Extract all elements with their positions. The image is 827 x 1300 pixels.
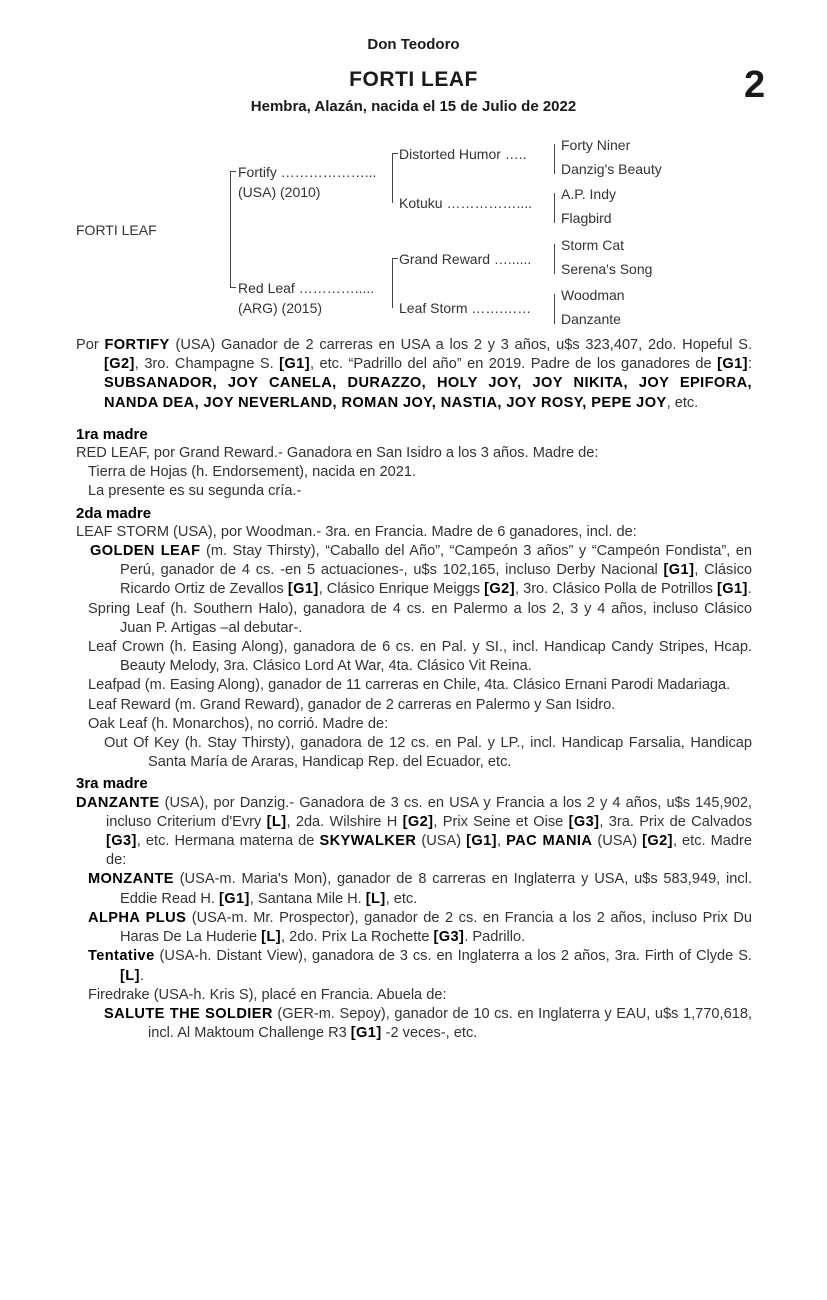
leaf-crown-entry: Leaf Crown (h. Easing Along), ganadora de 6 cs. en Pal. y SI., incl. Handicap Candy Stripes, Hcap. Beauty Melody, 3ra. Clásico Lord At War, 4ta. Clásico Vit Reina. (88, 639, 752, 675)
grade-label: [G1] (218, 890, 250, 907)
horse-description: Hembra, Alazán, nacida el 15 de Julio de 2022 (250, 98, 577, 115)
horse-bold-name: DANZANTE (76, 794, 160, 811)
grade-label: [G1] (716, 581, 748, 598)
first-dam-line: La presente es su segunda cría.- (88, 483, 302, 500)
grade-label: [G2] (642, 833, 673, 850)
dam-sire: Grand Reward …...... (399, 251, 532, 267)
entry-text: , Clásico Enrique Meiggs (318, 581, 485, 598)
horse-name: FORTI LEAF (349, 68, 478, 91)
alpha-plus-entry (76, 909, 752, 947)
grade-label: [G3] (106, 833, 137, 850)
pedigree-bracket (554, 144, 555, 174)
out-of-key-entry: Out Of Key (h. Stay Thirsty), ganadora de 12 cs. en Pal. y LP., incl. Handicap Farsalia, Handicap Santa María de Araras, Handicap Rep. del Ecuador, etc. (104, 735, 752, 771)
horse-bold-name: PAC MANIA (506, 833, 593, 850)
sire-dam: Kotuku …………….... (399, 195, 533, 211)
sire-text: : (747, 356, 752, 373)
grade-label: [G3] (568, 813, 600, 830)
pedigree-tick (392, 258, 398, 259)
sd-sire: A.P. Indy (561, 186, 617, 202)
ds-sire: Storm Cat (561, 237, 625, 253)
third-dam-heading: 3ra madre (76, 775, 148, 793)
ds-dam: Serena's Song (561, 261, 653, 277)
pedigree-subject: FORTI LEAF (76, 222, 157, 238)
horse-bold-name: ALPHA PLUS (88, 909, 187, 926)
grade-label: [G2] (484, 581, 515, 598)
horse-bold-name: Tentative (88, 948, 155, 965)
ss-sire: Forty Niner (561, 137, 631, 153)
grade-label: [G1] (287, 581, 319, 598)
pedigree-tick (230, 287, 236, 288)
entry-text: (USA) (592, 833, 643, 850)
grade-label: [G2] (104, 356, 135, 373)
grade-label: [G1] (279, 356, 310, 373)
dam-origin: (ARG) (2015) (238, 300, 323, 316)
entry-text: , 2da. Wilshire H (286, 813, 403, 830)
dd-dam: Danzante (561, 311, 621, 327)
first-dam-line: Tierra de Hojas (h. Endorsement), nacida en 2021. (88, 464, 416, 481)
grade-label: [L] (261, 929, 281, 946)
pedigree-bracket (230, 171, 231, 287)
entry-text: . (139, 967, 144, 984)
grade-label: [L] (365, 890, 386, 907)
salute-entry (76, 1005, 752, 1043)
dd-sire: Woodman (561, 287, 625, 303)
sire-text: , 3ro. Champagne S. (134, 356, 280, 373)
entry-text: (USA-h. Distant View), ganadora de 3 cs. en Inglaterra a los 2 años, 3ra. Firth of Clyde S. (154, 948, 752, 965)
pedigree-tick (230, 171, 236, 172)
entry-text: , Santana Mile H. (249, 890, 366, 907)
breeder-name: Don Teodoro (367, 36, 460, 53)
catalog-body (76, 336, 752, 1043)
lot-number: 2 (744, 64, 766, 106)
entry-text: , etc. (385, 890, 418, 907)
grade-label: [L] (266, 813, 287, 830)
ss-dam: Danzig's Beauty (561, 161, 662, 177)
grade-label: [G1] (350, 1025, 382, 1042)
tentative-entry (76, 947, 752, 985)
entry-text: . Padrillo. (464, 929, 526, 946)
entry-text: , 2do. Prix La Rochette (281, 929, 434, 946)
pedigree-bracket (554, 193, 555, 223)
sire-origin: (USA) (2010) (238, 184, 321, 200)
entry-text: , Prix Seine et Oise (433, 813, 569, 830)
pedigree-bracket (554, 294, 555, 324)
pedigree-bracket (392, 258, 393, 308)
pedigree-tick (392, 153, 398, 154)
entry-text: , 3ro. Clásico Polla de Potrillos (514, 581, 717, 598)
golden-leaf-entry (76, 542, 752, 600)
entry-text: (USA-m. Mr. Prospector), ganador de 2 cs. en Francia a los 2 años, incluso Prix Du Haras De La Huderie (120, 909, 752, 946)
leafpad-entry: Leafpad (m. Easing Along), ganador de 11 carreras en Chile, 4ta. Clásico Ernani Parodi Madariaga. (88, 677, 731, 694)
sd-dam: Flagbird (561, 210, 612, 226)
entry-text: . (747, 581, 752, 598)
dam-dam: Leaf Storm …….…… (399, 300, 532, 316)
horse-bold-name: SKYWALKER (319, 833, 417, 850)
entry-text: (m. Stay Thirsty), “Caballo del Año”, “Campeón 3 años” y “Campeón Fondista”, en Perú, ganador de 4 cs. -en 5 actuaciones-, u$s 102,165, incluso Derby Nacional (120, 543, 752, 579)
entry-text: , etc. Madre de: (106, 833, 752, 869)
entry-text: , etc. Hermana materna de (136, 833, 320, 850)
sire-name: FORTIFY (104, 337, 170, 353)
leaf-reward-entry: Leaf Reward (m. Grand Reward), ganador de 2 carreras en Palermo y San Isidro. (88, 696, 616, 713)
grade-label: [G1] (466, 833, 497, 850)
grade-label: [L] (120, 967, 140, 984)
monzante-entry (76, 870, 752, 908)
spring-leaf-entry: Spring Leaf (h. Southern Halo), ganadora de 4 cs. en Palermo a los 2, 3 y 4 años, incluso Clásico Juan P. Artigas –al debutar-. (88, 600, 752, 636)
grade-label: [G1] (663, 562, 695, 579)
entry-text: (USA), por Danzig.- Ganadora de 3 cs. en USA y Francia a los 2 y 4 años, u$s 145,902, incluso Criterium d'Evry (106, 794, 752, 830)
sire-sire: Distorted Humor ….. (399, 146, 527, 162)
sire: Fortify ………………... (238, 164, 377, 180)
oak-leaf-entry: Oak Leaf (h. Monarchos), no corrió. Madre de: (88, 715, 389, 732)
firedrake-entry: Firedrake (USA-h. Kris S), placé en Francia. Abuela de: (88, 986, 447, 1003)
entry-text: , (496, 833, 507, 850)
entry-text: -2 veces-, etc. (381, 1025, 478, 1042)
sire-text: , etc. “Padrillo del año” en 2019. Padre de los ganadores de (309, 356, 718, 373)
horse-bold-name: GOLDEN LEAF (90, 543, 201, 560)
g1-winners: SUBSANADOR, JOY CANELA, DURAZZO, HOLY JOY, JOY NIKITA, JOY EPIFORA, NANDA DEA, JOY NEVERLAND, ROMAN JOY, NASTIA, JOY ROSY, PEPE JOY (104, 375, 752, 411)
pedigree-bracket (392, 153, 393, 203)
dam: Red Leaf …………..... (238, 280, 375, 296)
grade-label: [G1] (717, 356, 748, 373)
grade-label: [G2] (402, 813, 434, 830)
grade-label: [G3] (433, 929, 465, 946)
first-dam-heading: 1ra madre (76, 425, 148, 443)
sire-paragraph (76, 336, 752, 413)
entry-text: , 3ra. Prix de Calvados (599, 813, 753, 830)
second-dam-heading: 2da madre (76, 504, 152, 522)
sire-text: , etc. (666, 394, 699, 411)
sire-text: (USA) Ganador de 2 carreras en USA a los 2 y 3 años, u$s 323,407, 2do. Hopeful S. (169, 337, 752, 353)
horse-bold-name: MONZANTE (88, 871, 174, 888)
danzante-entry (76, 794, 752, 871)
entry-text: (USA) (416, 833, 467, 850)
entry-text: , Clásico Ricardo Ortiz de Zevallos (120, 562, 752, 598)
entry-text: (USA-m. Maria's Mon), ganador de 8 carreras en Inglaterra y USA, u$s 583,949, incl. Eddie Read H. (120, 871, 752, 907)
sire-text: Por (76, 337, 105, 353)
horse-bold-name: SALUTE THE SOLDIER (104, 1005, 273, 1022)
second-dam-line: LEAF STORM (USA), por Woodman.- 3ra. en Francia. Madre de 6 ganadores, incl. de: (76, 523, 637, 540)
first-dam-line: RED LEAF, por Grand Reward.- Ganadora en San Isidro a los 3 años. Madre de: (76, 445, 599, 462)
pedigree-bracket (554, 244, 555, 274)
entry-text: (GER-m. Sepoy), ganador de 10 cs. en Inglaterra y EAU, u$s 1,770,618, incl. Al Maktoum Challenge R3 (148, 1005, 752, 1042)
